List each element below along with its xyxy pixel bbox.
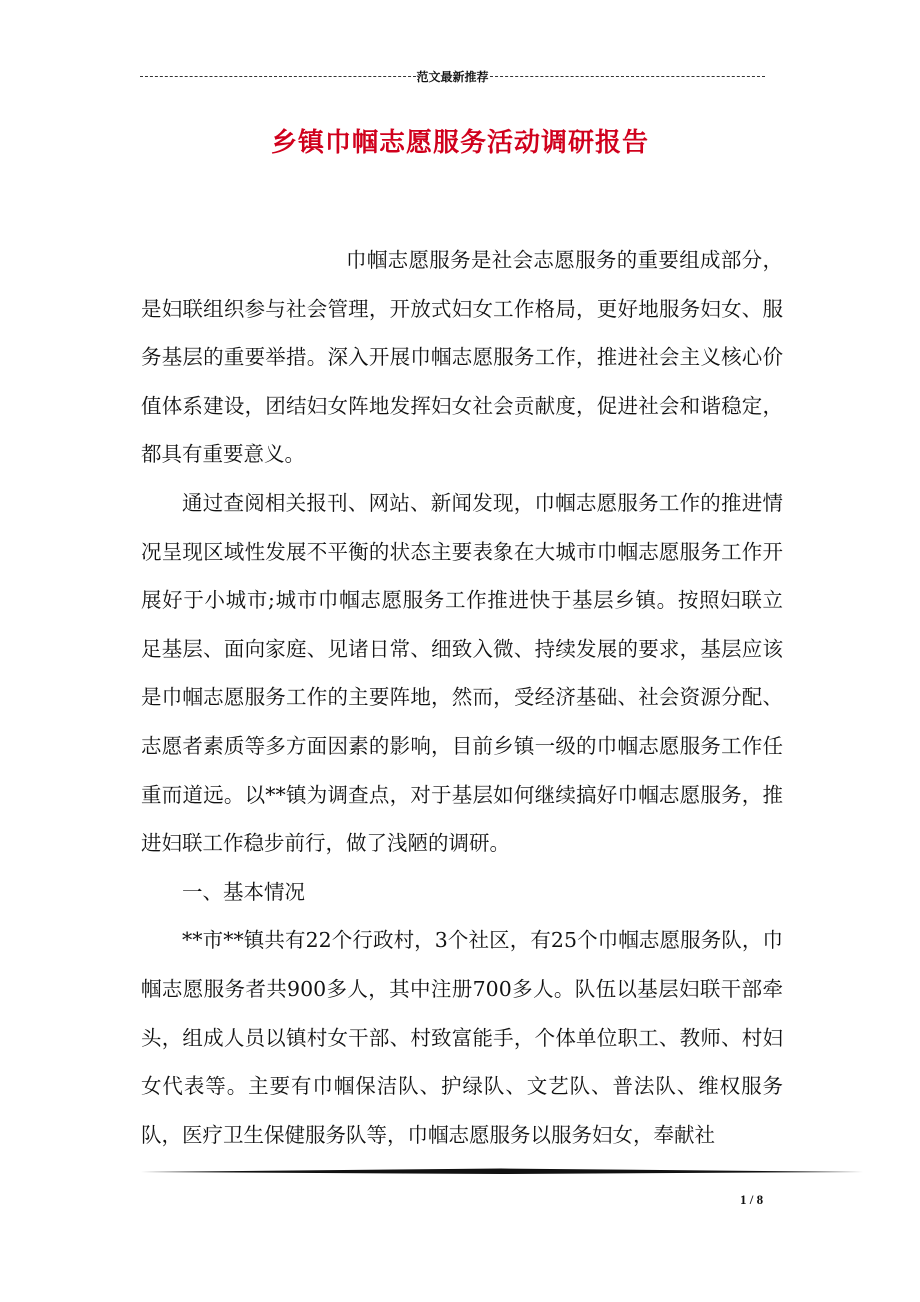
- header-dash-left: [140, 76, 416, 77]
- paragraph-intro: 巾帼志愿服务是社会志愿服务的重要组成部分，是妇联组织参与社会管理，开放式妇女工作格局，更好地服务妇女、服务基层的重要举措。深入开展巾帼志愿服务工作，推进社会主义核心价值体系建设，团结妇女阵地发挥妇女社会贡献度，促进社会和谐稳定，都具有重要意义。: [141, 248, 783, 467]
- header-dash-right: [490, 76, 766, 77]
- document-title: 乡镇巾帼志愿服务活动调研报告: [270, 128, 649, 158]
- footer-rule: [141, 1168, 863, 1174]
- paragraph-findings: 通过查阅相关报刊、网站、新闻发现，巾帼志愿服务工作的推进情况呈现区域性发展不平衡的状态主要表象在大城市巾帼志愿服务工作开展好于小城市;城市巾帼志愿服务工作推进快于基层乡镇。按照妇联立足基层、面向家庭、见诸日常、细致入微、持续发展的要求，基层应该是巾帼志愿服务工作的主要阵地，然而，受经济基础、社会资源分配、志愿者素质等多方面因素的影响，目前乡镇一级的巾帼志愿服务工作任重而道远。以**镇为调查点，对于基层如何继续搞好巾帼志愿服务，推进妇联工作稳步前行，做了浅陋的调研。: [141, 490, 783, 856]
- page-header: [140, 66, 765, 86]
- page-number: 1 / 8: [740, 1192, 764, 1207]
- header-label: 范文最新推荐: [416, 69, 489, 84]
- section-heading-basic-situation: 一、基本情况: [182, 879, 305, 904]
- paragraph-basic-situation: **市**镇共有22个行政村，3个社区，有25个巾帼志愿服务队，巾帼志愿服务者共900多人，其中注册700多人。队伍以基层妇联干部牵头，组成人员以镇村女干部、村致富能手，个体单位职工、教师、村妇女代表等。主要有巾帼保洁队、护绿队、文艺队、普法队、维权服务队，医疗卫生保健服务队等，巾帼志愿服务以服务妇女，奉献社: [141, 928, 783, 1147]
- document-body: [141, 236, 783, 1159]
